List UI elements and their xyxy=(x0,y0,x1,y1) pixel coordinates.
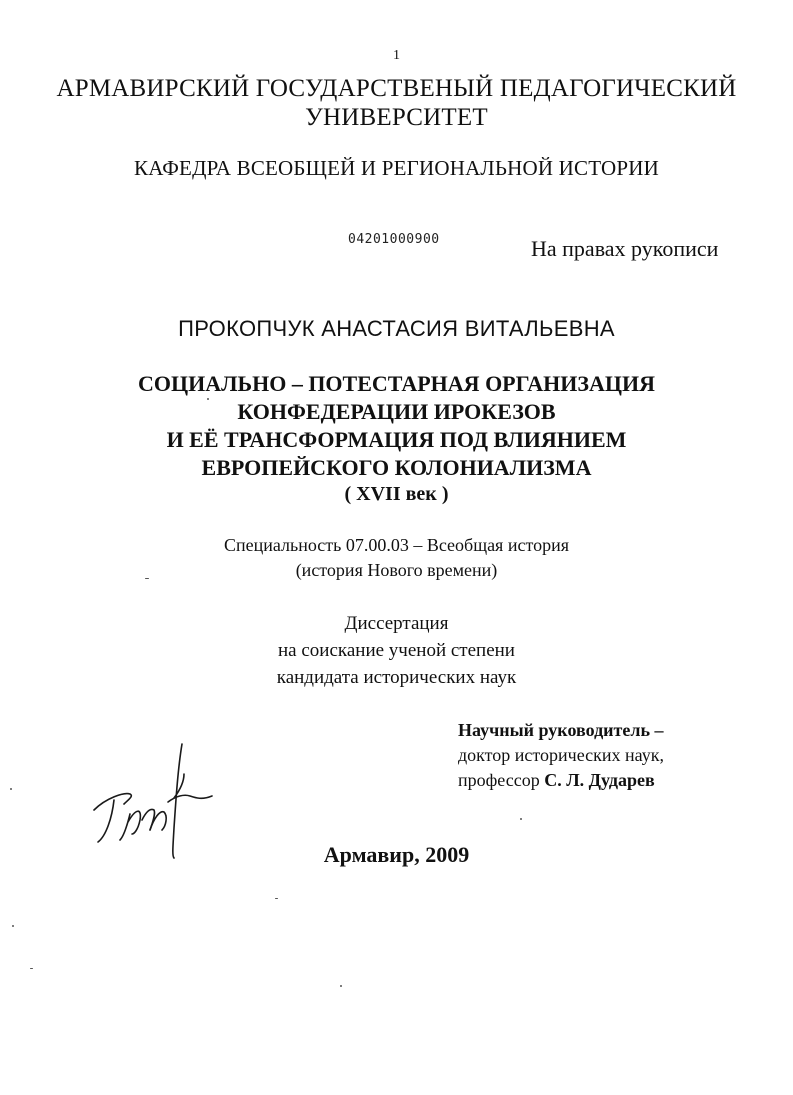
supervisor-name: С. Л. Дударев xyxy=(544,770,655,790)
title-line: ЕВРОПЕЙСКОГО КОЛОНИАЛИЗМА xyxy=(201,455,592,480)
supervisor-degree: доктор исторических наук, xyxy=(458,745,664,765)
manuscript-rights: На правах рукописи xyxy=(531,236,719,261)
title-line: КОНФЕДЕРАЦИИ ИРОКЕЗОВ xyxy=(237,399,556,424)
scan-speck xyxy=(12,925,14,927)
specialty xyxy=(0,533,793,583)
department-name: КАФЕДРА ВСЕОБЩЕЙ И РЕГИОНАЛЬНОЙ ИСТОРИИ xyxy=(134,156,659,180)
scan-speck xyxy=(10,788,12,790)
page-number: 1 xyxy=(393,48,400,63)
author-name: ПРОКОПЧУК АНАСТАСИЯ ВИТАЛЬЕВНА xyxy=(178,316,615,341)
scan-speck xyxy=(207,398,209,400)
dissertation-label: Диссертация xyxy=(344,613,449,634)
title-line: И ЕЁ ТРАНСФОРМАЦИЯ ПОД ВЛИЯНИЕМ xyxy=(166,427,627,452)
degree-field: кандидата исторических наук xyxy=(276,667,517,688)
university-name xyxy=(0,74,793,132)
specialty-code: Специальность 07.00.03 – Всеобщая история xyxy=(223,535,570,555)
specialty-subfield: (история Нового времени) xyxy=(295,560,498,580)
university-name-line1: АРМАВИРСКИЙ ГОСУДАРСТВЕНЫЙ ПЕДАГОГИЧЕСКИЙ xyxy=(56,75,737,102)
city-year: Армавир, 2009 xyxy=(323,842,470,867)
scan-speck xyxy=(30,968,33,969)
scan-speck xyxy=(275,898,278,899)
scan-speck xyxy=(145,578,149,579)
title-century: ( XVII век ) xyxy=(344,483,449,505)
supervisor-role: Научный руководитель – xyxy=(458,720,664,740)
title-line: СОЦИАЛЬНО – ПОТЕСТАРНАЯ ОРГАНИЗАЦИЯ xyxy=(138,371,655,396)
degree-line: на соискание ученой степени xyxy=(278,640,515,661)
dissertation-degree xyxy=(0,610,793,691)
scan-speck xyxy=(520,818,522,820)
archive-number: 04201000900 xyxy=(348,232,440,247)
scan-speck xyxy=(340,985,342,987)
supervisor-title: профессор xyxy=(458,770,540,790)
university-name-line2: УНИВЕРСИТЕТ xyxy=(305,104,488,131)
supervisor-block xyxy=(458,718,664,793)
dissertation-title xyxy=(0,370,793,482)
